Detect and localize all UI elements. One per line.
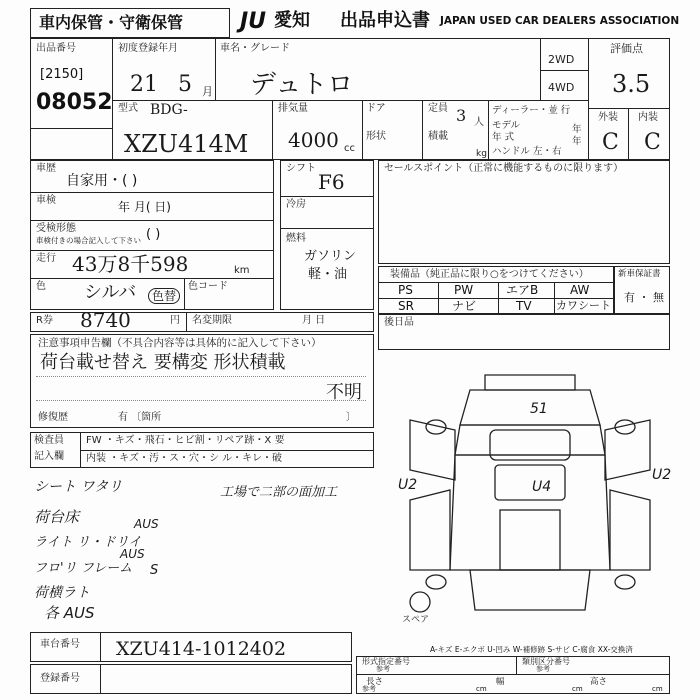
score-value: 3.5	[612, 70, 651, 98]
remark-6: フロ'リ フレーム	[34, 561, 133, 576]
spec-class-label: 類別区分番号	[522, 657, 570, 666]
color-label: 色	[36, 281, 46, 292]
door-shape-label: 形状	[366, 131, 386, 142]
english-title: JAPAN USED CAR DEALERS ASSOCIATION	[440, 15, 680, 27]
equip-sr: SR	[398, 299, 414, 313]
registration-label: 初度登録年月	[118, 43, 178, 54]
lot-number: 08052	[36, 90, 113, 115]
score-ext-label: 外装	[598, 112, 618, 123]
checker-label2: 記入欄	[34, 451, 64, 462]
notice-label: 注意事項申告欄（不具合内容等は具体的に記入して下さい）	[38, 337, 322, 349]
diagram-mark-2: U4	[532, 479, 552, 495]
org-name: 愛知	[274, 10, 310, 31]
fuel-value: ガソリン	[304, 249, 357, 264]
spec-height: 高さ	[590, 677, 608, 687]
repair-label: 修復歴	[38, 412, 68, 423]
dealer-line1: ディーラー・並 行	[492, 105, 571, 116]
equipment-label: 装備品（純正品に限り○をつけてください）	[390, 269, 589, 280]
checker-row2: 内装 ・キズ・汚・ス・穴・シ ル・キレ・破	[86, 453, 283, 464]
diagram-mark-4: U2	[652, 467, 672, 483]
inspection-label: 車検	[36, 195, 56, 206]
score-label: 評価点	[610, 42, 643, 55]
color-code-label: 色コード	[188, 281, 228, 292]
load-unit: kg	[476, 149, 487, 159]
model-label: 型式	[118, 103, 138, 114]
dealer-line4: ハンドル 左・右	[492, 146, 562, 157]
deadline-label: 名変期限	[192, 315, 232, 326]
mileage-value: 43万8千598	[72, 252, 189, 276]
displacement-label: 排気量	[278, 103, 308, 114]
aircon-label: 冷房	[286, 199, 306, 210]
checker-row1: FW ・キズ・飛石・ヒビ割・リペア跡・X 要	[86, 435, 285, 446]
mileage-unit: km	[234, 265, 250, 276]
inspection-value: 年 月( 日)	[118, 200, 171, 214]
spec-ref: 参考	[362, 685, 376, 693]
sales-point-box	[378, 160, 670, 264]
model-value: BDG-	[150, 102, 188, 118]
regnum-label: 登録番号	[40, 673, 80, 684]
remark-4: ライト リ・ドリイ	[34, 535, 142, 550]
dealer-line2b: 年	[572, 124, 582, 135]
notice-line1: 荷台載せ替え 要構変 形状積載	[40, 352, 286, 373]
accept-note: 車検付きの場合記入して下さい	[36, 236, 141, 245]
score-int-value: C	[644, 130, 661, 155]
capacity-label: 定員	[428, 103, 448, 114]
chassis-label: 車台番号	[40, 639, 80, 650]
fuel-label: 燃料	[286, 233, 306, 244]
recycle-unit: 円	[170, 315, 180, 326]
spec-cm-2: cm	[572, 685, 583, 693]
model-value-2: XZU414M	[124, 130, 249, 158]
remark-7: 荷横ラト	[34, 585, 90, 601]
warranty-opts: 有 ・ 無	[624, 291, 664, 304]
remark-6b: S	[150, 563, 159, 578]
capacity-unit: 人	[474, 117, 484, 128]
registration-year: 21	[130, 72, 158, 97]
accept-label: 受検形態	[36, 223, 76, 234]
equip-tv: TV	[516, 299, 532, 313]
score-int-label: 内装	[638, 112, 658, 123]
shift-label: シフト	[286, 163, 316, 174]
remark-8: 各 AUS	[44, 604, 95, 622]
diagram-mark-1: 51	[530, 401, 548, 417]
vehicle-name-label: 車名・グレード	[220, 43, 290, 54]
repair-opts: 有 〔箇所	[118, 412, 162, 423]
after-date-label: 後日品	[384, 317, 414, 328]
color-value: シルバ	[84, 282, 137, 303]
registration-month: 5	[178, 72, 192, 97]
vehicle-name-value: デュトロ	[250, 70, 354, 100]
equip-leather: カワシート	[556, 299, 611, 312]
spec-width: 幅	[496, 677, 505, 687]
capacity-value: 3	[456, 106, 467, 125]
deadline-value: 月 日	[302, 315, 326, 326]
drive-2wd: 2WD	[548, 53, 575, 66]
storage-badge-text: 車内保管・守衛保管	[39, 13, 184, 32]
chassis-value: XZU414-1012402	[116, 638, 287, 660]
storage-badge	[30, 8, 230, 38]
equip-aw: AW	[570, 283, 590, 297]
registration-month-unit: 月	[202, 85, 213, 98]
remark-3: AUS	[134, 517, 159, 531]
spec-type-label: 形式指定番号	[362, 657, 410, 666]
legend: A-キズ E-エクボ U-凹み W-補修跡 S-サビ C-腐食 XX-交換済	[430, 645, 633, 654]
spare-label: スペア	[402, 615, 430, 625]
ju-logo: JU	[240, 9, 267, 34]
equip-pw: PW	[454, 283, 474, 297]
spec-type-sub: 参考	[376, 665, 390, 673]
repair-close: 〕	[346, 412, 356, 423]
spec-cm-3: cm	[652, 685, 663, 693]
score-ext-value: C	[602, 130, 619, 155]
load-label: 積載	[428, 131, 448, 142]
warranty-label: 新車保証書	[618, 269, 661, 279]
spec-class-sub: 参考	[536, 665, 550, 673]
displacement-value: 4000	[288, 128, 339, 152]
remark-1: シート ワタリ	[34, 479, 123, 495]
recycle-label: R券	[36, 315, 53, 326]
door-label: ドア	[366, 103, 386, 114]
dealer-line2: モデル	[492, 120, 521, 131]
diagram-mark-3: U2	[398, 477, 418, 493]
checker-label1: 検査員	[34, 435, 64, 446]
form-title: 出品申込書	[340, 10, 430, 31]
history-label: 車歴	[36, 163, 56, 174]
equip-navi: ナビ	[452, 299, 477, 313]
drive-4wd: 4WD	[548, 81, 575, 94]
lot-bracket: [2150]	[40, 67, 84, 82]
history-value: 自家用・( )	[66, 173, 138, 189]
fuel-option: 軽・油	[308, 267, 348, 282]
notice-line2: 不明	[326, 382, 362, 403]
equip-airbag: エアB	[506, 283, 539, 297]
dealer-line3: 年 式	[492, 132, 515, 143]
remark-2: 荷台床	[34, 508, 80, 526]
remark-0: 工場で二部の面加工	[220, 485, 338, 500]
mileage-label: 走行	[36, 253, 56, 264]
displacement-unit: cc	[344, 143, 355, 154]
remark-5: AUS	[120, 547, 145, 561]
after-date-box	[378, 314, 670, 350]
recycle-value: 8740	[80, 308, 131, 332]
shift-value: F6	[318, 170, 345, 194]
accept-value: ( )	[146, 227, 161, 242]
equip-ps: PS	[398, 283, 413, 297]
spec-cm-1: cm	[476, 685, 487, 693]
color-change: 色替	[148, 288, 180, 304]
lot-label: 出品番号	[36, 43, 76, 54]
dealer-line3b: 年	[572, 136, 582, 147]
sales-point-label: セールスポイント（正常に機能するものに限ります）	[384, 163, 624, 174]
spec-length: 長さ	[366, 677, 384, 687]
